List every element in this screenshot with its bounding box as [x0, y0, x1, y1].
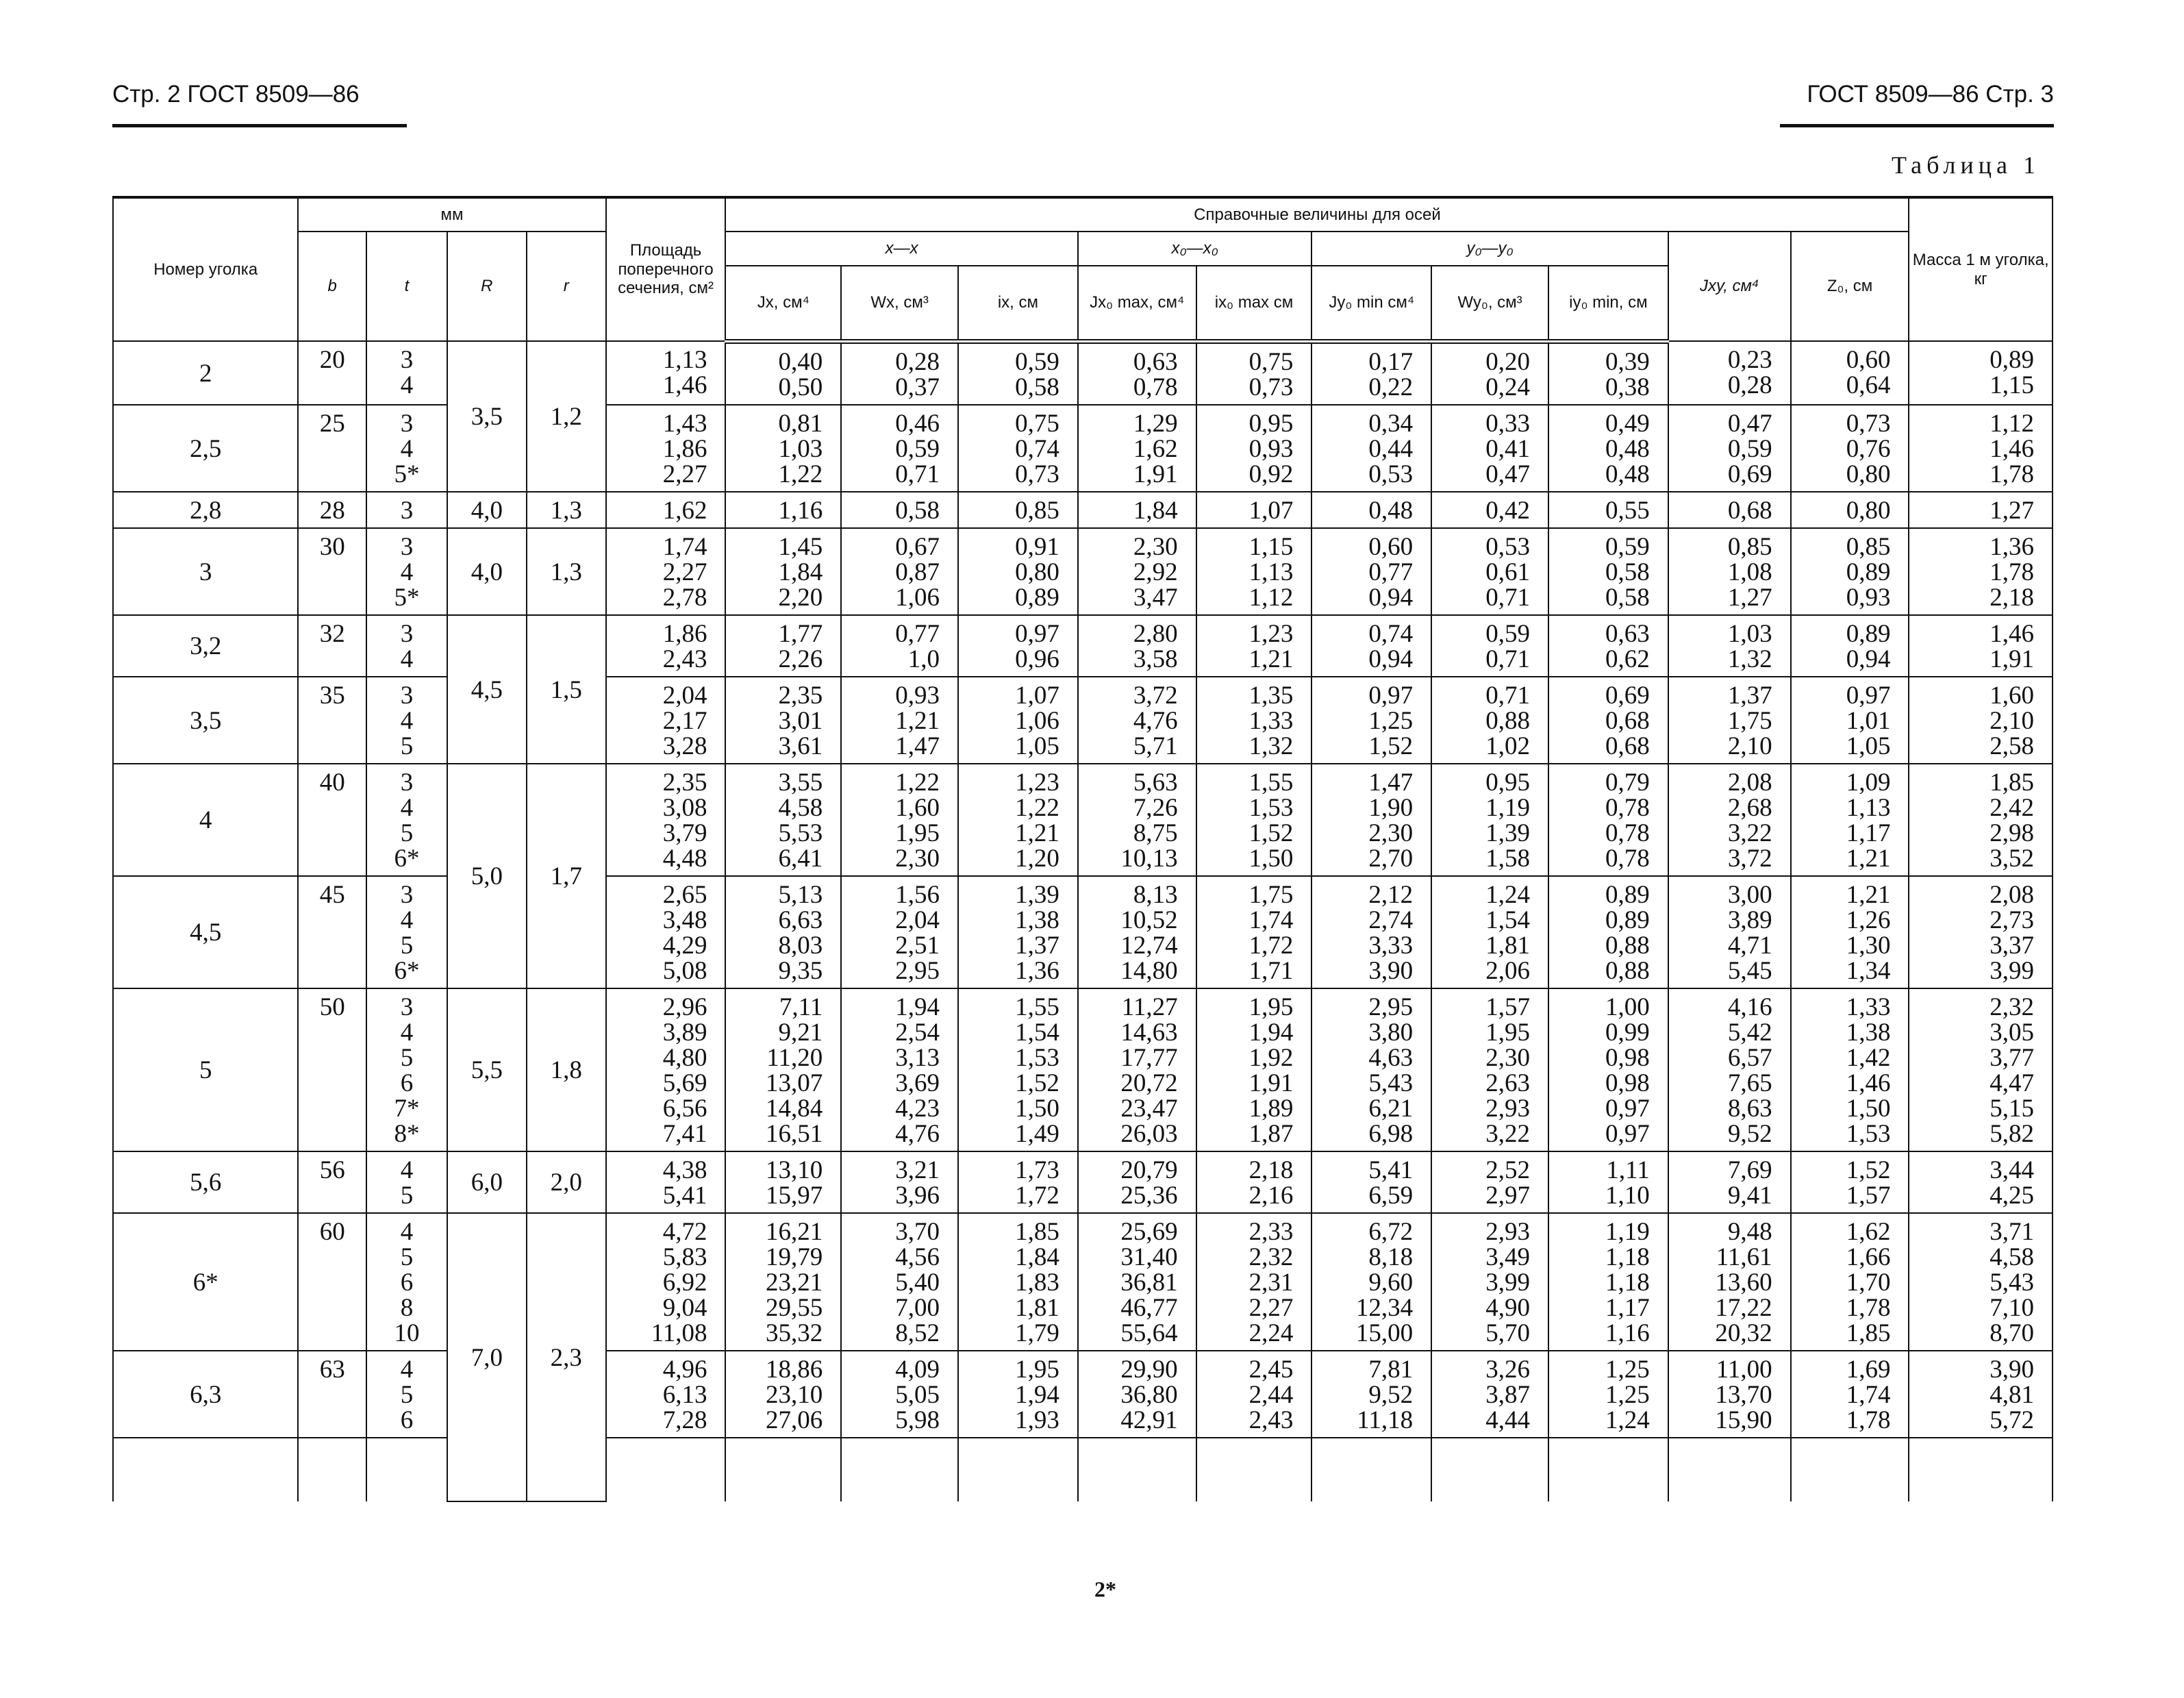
wy0-cell: 0,59 0,71	[1431, 615, 1548, 677]
ix0-cell: 0,75 0,73	[1196, 341, 1312, 405]
empty-cell	[958, 1438, 1078, 1501]
col-t-header: t	[366, 232, 447, 341]
mass-cell: 3,90 4,81 5,72	[1909, 1351, 2053, 1438]
b-cell: 60	[298, 1213, 366, 1351]
z0-cell: 0,89 0,94	[1791, 615, 1909, 677]
table-row	[113, 405, 2053, 492]
ix-cell: 1,73 1,72	[958, 1151, 1078, 1213]
area-cell: 1,62	[606, 492, 726, 528]
t-cell: 3 4	[366, 615, 447, 677]
ix0-cell: 2,18 2,16	[1196, 1151, 1312, 1213]
r-cell: 2,0	[527, 1151, 606, 1213]
jxy-cell: 9,48 11,61 13,60 17,22 20,32	[1668, 1213, 1791, 1351]
col-b-header: b	[298, 232, 366, 341]
iy0-cell: 0,55	[1548, 492, 1668, 528]
b-cell: 32	[298, 615, 366, 677]
col-jx-header: Jx, см⁴	[725, 266, 841, 341]
col-reference-header: Справочные величины для осей	[725, 197, 1909, 232]
wx-cell: 0,58	[841, 492, 958, 528]
angle-number-cell: 4,5	[113, 876, 298, 988]
angle-number-cell: 5	[113, 988, 298, 1151]
table-row	[113, 528, 2053, 615]
ix-cell: 1,55 1,54 1,53 1,52 1,50 1,49	[958, 988, 1078, 1151]
wy0-cell: 3,26 3,87 4,44	[1431, 1351, 1548, 1438]
iy0-cell: 1,25 1,25 1,24	[1548, 1351, 1668, 1438]
jy0-cell: 7,81 9,52 11,18	[1311, 1351, 1431, 1438]
jxy-cell: 7,69 9,41	[1668, 1151, 1791, 1213]
jxy-cell: 0,23 0,28	[1668, 341, 1791, 405]
col-wx-header: Wx, см³	[841, 266, 958, 341]
iy0-cell: 0,63 0,62	[1548, 615, 1668, 677]
empty-cell	[1311, 1438, 1431, 1501]
ix0-cell: 1,35 1,33 1,32	[1196, 677, 1312, 764]
jxy-cell: 0,68	[1668, 492, 1791, 528]
wy0-cell: 0,95 1,19 1,39 1,58	[1431, 764, 1548, 876]
z0-cell: 0,97 1,01 1,05	[1791, 677, 1909, 764]
mass-cell: 2,32 3,05 3,77 4,47 5,15 5,82	[1909, 988, 2053, 1151]
ix-cell: 0,59 0,58	[958, 341, 1078, 405]
b-cell: 25	[298, 405, 366, 492]
jxy-cell: 2,08 2,68 3,22 3,72	[1668, 764, 1791, 876]
area-cell: 4,72 5,83 6,92 9,04 11,08	[606, 1213, 726, 1351]
mass-cell: 1,36 1,78 2,18	[1909, 528, 2053, 615]
jx0-cell: 11,27 14,63 17,77 20,72 23,47 26,03	[1078, 988, 1196, 1151]
jx0-cell: 2,80 3,58	[1078, 615, 1196, 677]
angle-number-cell: 2,8	[113, 492, 298, 528]
t-cell: 3 4 5 6*	[366, 876, 447, 988]
t-cell: 4 5	[366, 1151, 447, 1213]
jxy-cell: 4,16 5,42 6,57 7,65 8,63 9,52	[1668, 988, 1791, 1151]
area-cell: 2,04 2,17 3,28	[606, 677, 726, 764]
table-row	[113, 1213, 2053, 1351]
col-jxy-header: Jxy, см⁴	[1668, 232, 1791, 341]
angle-profile-table	[112, 196, 2053, 1502]
jx0-cell: 20,79 25,36	[1078, 1151, 1196, 1213]
empty-cell	[298, 1438, 366, 1501]
r-cell: 1,3	[527, 528, 606, 615]
area-cell: 1,43 1,86 2,27	[606, 405, 726, 492]
wy0-cell: 2,52 2,97	[1431, 1151, 1548, 1213]
area-cell: 2,96 3,89 4,80 5,69 6,56 7,41	[606, 988, 726, 1151]
page-number: 2*	[1094, 1577, 1116, 1601]
jx-cell: 7,11 9,21 11,20 13,07 14,84 16,51	[725, 988, 841, 1151]
jx0-cell: 1,84	[1078, 492, 1196, 528]
b-cell: 20	[298, 341, 366, 405]
col-area-header: Площадь поперечного сечения, см²	[606, 197, 726, 341]
ix0-cell: 1,15 1,13 1,12	[1196, 528, 1312, 615]
jx0-cell: 25,69 31,40 36,81 46,77 55,64	[1078, 1213, 1196, 1351]
t-cell: 4 5 6 8 10	[366, 1213, 447, 1351]
ix0-cell: 1,75 1,74 1,72 1,71	[1196, 876, 1312, 988]
empty-cell	[113, 1438, 298, 1501]
page-header-right: ГОСТ 8509—86 Стр. 3	[1807, 81, 2054, 108]
empty-cell	[1078, 1438, 1196, 1501]
wy0-cell: 2,93 3,49 3,99 4,90 5,70	[1431, 1213, 1548, 1351]
wx-cell: 0,67 0,87 1,06	[841, 528, 958, 615]
jx-cell: 1,77 2,26	[725, 615, 841, 677]
wy0-cell: 0,33 0,41 0,47	[1431, 405, 1548, 492]
b-cell: 63	[298, 1351, 366, 1438]
table-row	[113, 341, 2053, 405]
jx-cell: 13,10 15,97	[725, 1151, 841, 1213]
R-cell: 6,0	[447, 1151, 527, 1213]
R-cell: 5,5	[447, 988, 527, 1151]
ix-cell: 1,23 1,22 1,21 1,20	[958, 764, 1078, 876]
wy0-cell: 0,53 0,61 0,71	[1431, 528, 1548, 615]
iy0-cell: 1,19 1,18 1,18 1,17 1,16	[1548, 1213, 1668, 1351]
col-iy0-header: iy₀ min, см	[1548, 266, 1668, 341]
R-cell: 3,5	[447, 341, 527, 492]
ix-cell: 1,07 1,06 1,05	[958, 677, 1078, 764]
area-cell: 2,35 3,08 3,79 4,48	[606, 764, 726, 876]
ix0-cell: 1,23 1,21	[1196, 615, 1312, 677]
jy0-cell: 0,74 0,94	[1311, 615, 1431, 677]
table-row	[113, 677, 2053, 764]
area-cell: 2,65 3,48 4,29 5,08	[606, 876, 726, 988]
wx-cell: 4,09 5,05 5,98	[841, 1351, 958, 1438]
ix-cell: 0,91 0,80 0,89	[958, 528, 1078, 615]
jx0-cell: 8,13 10,52 12,74 14,80	[1078, 876, 1196, 988]
z0-cell: 1,69 1,74 1,78	[1791, 1351, 1909, 1438]
mass-cell: 1,60 2,10 2,58	[1909, 677, 2053, 764]
wy0-cell: 0,42	[1431, 492, 1548, 528]
jxy-cell: 3,00 3,89 4,71 5,45	[1668, 876, 1791, 988]
empty-cell	[1196, 1438, 1312, 1501]
empty-cell	[725, 1438, 841, 1501]
jxy-cell: 0,85 1,08 1,27	[1668, 528, 1791, 615]
ix0-cell: 2,33 2,32 2,31 2,27 2,24	[1196, 1213, 1312, 1351]
ix0-cell: 1,55 1,53 1,52 1,50	[1196, 764, 1312, 876]
angle-number-cell: 5,6	[113, 1151, 298, 1213]
wx-cell: 0,77 1,0	[841, 615, 958, 677]
iy0-cell: 1,11 1,10	[1548, 1151, 1668, 1213]
mass-cell: 1,27	[1909, 492, 2053, 528]
wx-cell: 3,21 3,96	[841, 1151, 958, 1213]
table-row	[113, 764, 2053, 876]
empty-cell	[606, 1438, 726, 1501]
r-cell: 1,8	[527, 988, 606, 1151]
jx-cell: 2,35 3,01 3,61	[725, 677, 841, 764]
mass-cell: 1,85 2,42 2,98 3,52	[1909, 764, 2053, 876]
empty-cell	[1548, 1438, 1668, 1501]
mass-cell: 3,44 4,25	[1909, 1151, 2053, 1213]
z0-cell: 1,52 1,57	[1791, 1151, 1909, 1213]
mass-cell: 0,89 1,15	[1909, 341, 2053, 405]
jx0-cell: 1,29 1,62 1,91	[1078, 405, 1196, 492]
angle-number-cell: 3,2	[113, 615, 298, 677]
col-jx0-header: Jx₀ max, см⁴	[1078, 266, 1196, 341]
t-cell: 3 4 5*	[366, 405, 447, 492]
col-number-header: Номер уголка	[113, 197, 298, 341]
b-cell: 40	[298, 764, 366, 876]
jx-cell: 1,16	[725, 492, 841, 528]
jx0-cell: 2,30 2,92 3,47	[1078, 528, 1196, 615]
angle-number-cell: 2,5	[113, 405, 298, 492]
wx-cell: 3,70 4,56 5,40 7,00 8,52	[841, 1213, 958, 1351]
ix0-cell: 0,95 0,93 0,92	[1196, 405, 1312, 492]
area-cell: 1,13 1,46	[606, 341, 726, 405]
angle-number-cell: 3	[113, 528, 298, 615]
empty-cell	[1668, 1438, 1791, 1501]
b-cell: 30	[298, 528, 366, 615]
jy0-cell: 1,47 1,90 2,30 2,70	[1311, 764, 1431, 876]
R-cell: 5,0	[447, 764, 527, 988]
header-underline-right	[1780, 124, 2054, 127]
axis-x0x0-header: x₀—x₀	[1078, 232, 1312, 266]
b-cell: 35	[298, 677, 366, 764]
angle-number-cell: 4	[113, 764, 298, 876]
wx-cell: 0,93 1,21 1,47	[841, 677, 958, 764]
col-jy0-header: Jy₀ min см⁴	[1311, 266, 1431, 341]
angle-number-cell: 3,5	[113, 677, 298, 764]
ix0-cell: 1,07	[1196, 492, 1312, 528]
jx-cell: 0,40 0,50	[725, 341, 841, 405]
z0-cell: 0,73 0,76 0,80	[1791, 405, 1909, 492]
R-cell: 4,0	[447, 528, 527, 615]
z0-cell: 0,80	[1791, 492, 1909, 528]
z0-cell: 0,60 0,64	[1791, 341, 1909, 405]
col-mass-header: Масса 1 м уголка, кг	[1909, 197, 2053, 341]
r-cell: 1,2	[527, 341, 606, 492]
empty-cell	[1431, 1438, 1548, 1501]
empty-cell	[1909, 1438, 2053, 1501]
t-cell: 3 4 5	[366, 677, 447, 764]
col-wy0-header: Wy₀, см³	[1431, 266, 1548, 341]
area-cell: 4,96 6,13 7,28	[606, 1351, 726, 1438]
wy0-cell: 0,71 0,88 1,02	[1431, 677, 1548, 764]
col-z0-header: Z₀, см	[1791, 232, 1909, 341]
z0-cell: 1,33 1,38 1,42 1,46 1,50 1,53	[1791, 988, 1909, 1151]
jx0-cell: 0,63 0,78	[1078, 341, 1196, 405]
ix-cell: 1,85 1,84 1,83 1,81 1,79	[958, 1213, 1078, 1351]
wx-cell: 1,56 2,04 2,51 2,95	[841, 876, 958, 988]
jy0-cell: 0,48	[1311, 492, 1431, 528]
col-mm-header: мм	[298, 197, 605, 232]
jy0-cell: 6,72 8,18 9,60 12,34 15,00	[1311, 1213, 1431, 1351]
R-cell: 4,5	[447, 615, 527, 764]
area-cell: 1,74 2,27 2,78	[606, 528, 726, 615]
jxy-cell: 1,37 1,75 2,10	[1668, 677, 1791, 764]
area-cell: 1,86 2,43	[606, 615, 726, 677]
jx-cell: 3,55 4,58 5,53 6,41	[725, 764, 841, 876]
jy0-cell: 2,12 2,74 3,33 3,90	[1311, 876, 1431, 988]
r-cell: 1,7	[527, 764, 606, 988]
ix0-cell: 2,45 2,44 2,43	[1196, 1351, 1312, 1438]
table-row	[113, 988, 2053, 1151]
empty-cell	[841, 1438, 958, 1501]
b-cell: 50	[298, 988, 366, 1151]
wy0-cell: 1,24 1,54 1,81 2,06	[1431, 876, 1548, 988]
t-cell: 3 4 5 6 7* 8*	[366, 988, 447, 1151]
jy0-cell: 0,34 0,44 0,53	[1311, 405, 1431, 492]
b-cell: 56	[298, 1151, 366, 1213]
iy0-cell: 0,49 0,48 0,48	[1548, 405, 1668, 492]
wy0-cell: 0,20 0,24	[1431, 341, 1548, 405]
empty-cell	[1791, 1438, 1909, 1501]
page-header-left: Стр. 2 ГОСТ 8509—86	[112, 81, 360, 108]
jxy-cell: 11,00 13,70 15,90	[1668, 1351, 1791, 1438]
t-cell: 3 4 5*	[366, 528, 447, 615]
table-row	[113, 1151, 2053, 1213]
jx-cell: 0,81 1,03 1,22	[725, 405, 841, 492]
r-cell: 2,3	[527, 1213, 606, 1501]
z0-cell: 1,09 1,13 1,17 1,21	[1791, 764, 1909, 876]
r-cell: 1,3	[527, 492, 606, 528]
wx-cell: 0,28 0,37	[841, 341, 958, 405]
table-row	[113, 492, 2053, 528]
z0-cell: 0,85 0,89 0,93	[1791, 528, 1909, 615]
ix0-cell: 1,95 1,94 1,92 1,91 1,89 1,87	[1196, 988, 1312, 1151]
iy0-cell: 0,39 0,38	[1548, 341, 1668, 405]
col-r-header: r	[527, 232, 606, 341]
jx0-cell: 3,72 4,76 5,71	[1078, 677, 1196, 764]
table-row	[113, 615, 2053, 677]
axis-y0y0-header: y₀—y₀	[1311, 232, 1668, 266]
jxy-cell: 1,03 1,32	[1668, 615, 1791, 677]
col-ix-header: ix, см	[958, 266, 1078, 341]
iy0-cell: 0,69 0,68 0,68	[1548, 677, 1668, 764]
jx-cell: 1,45 1,84 2,20	[725, 528, 841, 615]
area-cell: 4,38 5,41	[606, 1151, 726, 1213]
angle-number-cell: 6,3	[113, 1351, 298, 1438]
jy0-cell: 0,60 0,77 0,94	[1311, 528, 1431, 615]
table-row	[113, 876, 2053, 988]
table-row	[113, 1351, 2053, 1438]
wx-cell: 1,94 2,54 3,13 3,69 4,23 4,76	[841, 988, 958, 1151]
t-cell: 3	[366, 492, 447, 528]
jy0-cell: 2,95 3,80 4,63 5,43 6,21 6,98	[1311, 988, 1431, 1151]
mass-cell: 2,08 2,73 3,37 3,99	[1909, 876, 2053, 988]
ix-cell: 0,97 0,96	[958, 615, 1078, 677]
jx0-cell: 5,63 7,26 8,75 10,13	[1078, 764, 1196, 876]
jxy-cell: 0,47 0,59 0,69	[1668, 405, 1791, 492]
angle-number-cell: 2	[113, 341, 298, 405]
ix-cell: 1,95 1,94 1,93	[958, 1351, 1078, 1438]
jy0-cell: 0,17 0,22	[1311, 341, 1431, 405]
header-underline-left	[112, 124, 407, 127]
jx0-cell: 29,90 36,80 42,91	[1078, 1351, 1196, 1438]
r-cell: 1,5	[527, 615, 606, 764]
R-cell: 7,0	[447, 1213, 527, 1501]
ix-cell: 0,75 0,74 0,73	[958, 405, 1078, 492]
t-cell: 3 4	[366, 341, 447, 405]
b-cell: 28	[298, 492, 366, 528]
t-cell: 3 4 5 6*	[366, 764, 447, 876]
empty-cell	[366, 1438, 447, 1501]
ix-cell: 1,39 1,38 1,37 1,36	[958, 876, 1078, 988]
table-caption: Таблица 1	[1892, 151, 2040, 179]
table-continuation-row	[113, 1438, 2053, 1501]
iy0-cell: 0,89 0,89 0,88 0,88	[1548, 876, 1668, 988]
mass-cell: 1,12 1,46 1,78	[1909, 405, 2053, 492]
mass-cell: 3,71 4,58 5,43 7,10 8,70	[1909, 1213, 2053, 1351]
axis-xx-header: x—x	[725, 232, 1077, 266]
angle-number-cell: 6*	[113, 1213, 298, 1351]
R-cell: 4,0	[447, 492, 527, 528]
iy0-cell: 0,79 0,78 0,78 0,78	[1548, 764, 1668, 876]
col-ix0-header: ix₀ max см	[1196, 266, 1312, 341]
z0-cell: 1,21 1,26 1,30 1,34	[1791, 876, 1909, 988]
z0-cell: 1,62 1,66 1,70 1,78 1,85	[1791, 1213, 1909, 1351]
t-cell: 4 5 6	[366, 1351, 447, 1438]
wx-cell: 1,22 1,60 1,95 2,30	[841, 764, 958, 876]
ix-cell: 0,85	[958, 492, 1078, 528]
jx-cell: 5,13 6,63 8,03 9,35	[725, 876, 841, 988]
wx-cell: 0,46 0,59 0,71	[841, 405, 958, 492]
b-cell: 45	[298, 876, 366, 988]
col-R-header: R	[447, 232, 527, 341]
iy0-cell: 1,00 0,99 0,98 0,98 0,97 0,97	[1548, 988, 1668, 1151]
wy0-cell: 1,57 1,95 2,30 2,63 2,93 3,22	[1431, 988, 1548, 1151]
iy0-cell: 0,59 0,58 0,58	[1548, 528, 1668, 615]
jx-cell: 18,86 23,10 27,06	[725, 1351, 841, 1438]
mass-cell: 1,46 1,91	[1909, 615, 2053, 677]
jy0-cell: 5,41 6,59	[1311, 1151, 1431, 1213]
jy0-cell: 0,97 1,25 1,52	[1311, 677, 1431, 764]
jx-cell: 16,21 19,79 23,21 29,55 35,32	[725, 1213, 841, 1351]
